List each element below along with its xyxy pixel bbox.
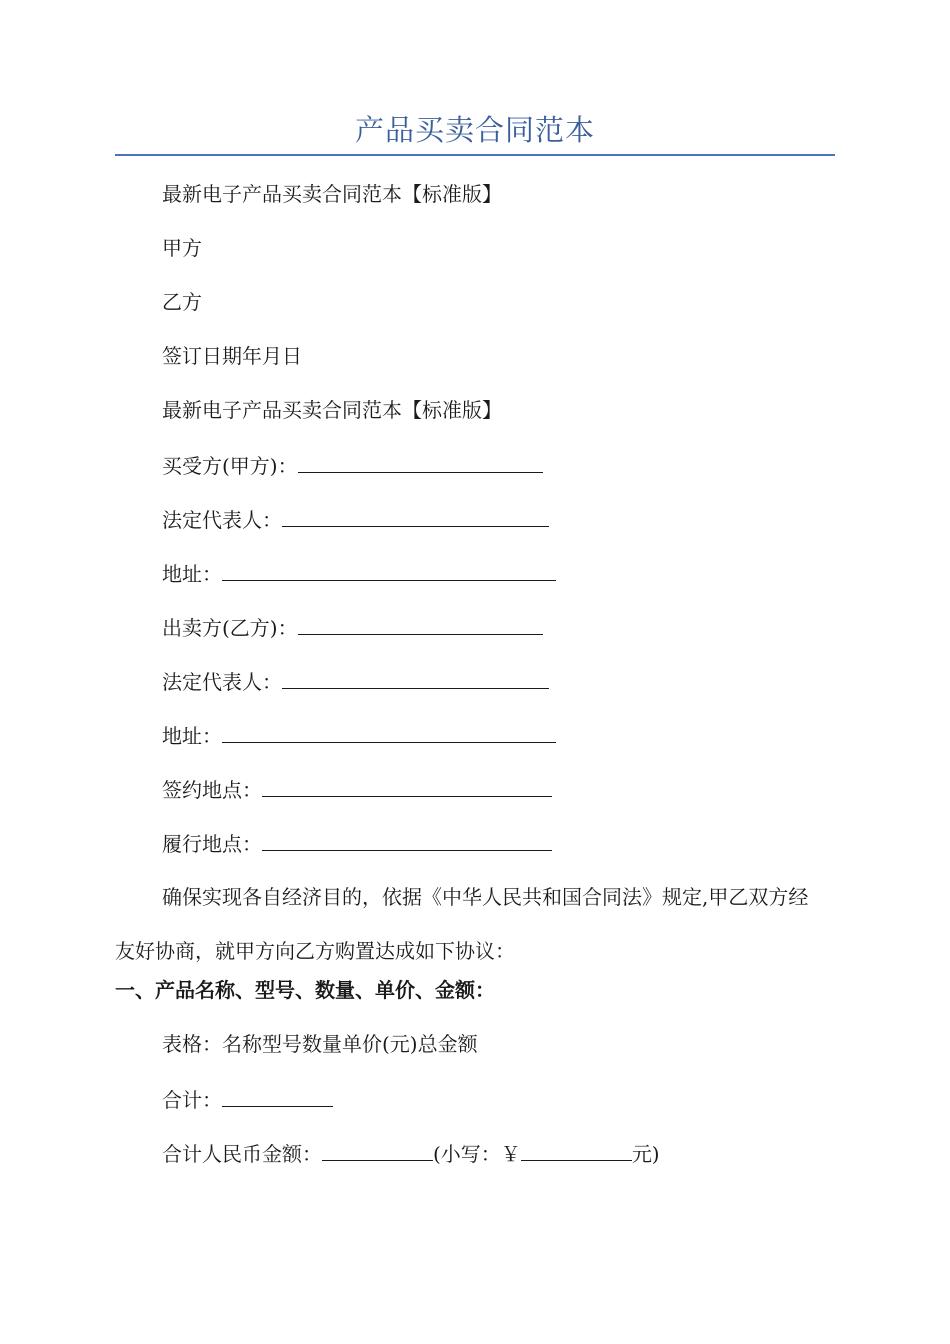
sign-date-line: 签订日期年月日 — [162, 344, 302, 368]
total-rmb-blank[interactable] — [322, 1138, 433, 1161]
buyer-blank[interactable] — [298, 450, 543, 473]
total-rmb-lower-close: 元) — [631, 1142, 660, 1166]
sign-place-blank[interactable] — [262, 774, 552, 797]
buyer-field — [162, 450, 543, 480]
total-rmb-lower-blank[interactable] — [521, 1138, 632, 1161]
document-title: 产品买卖合同范本 — [354, 113, 595, 147]
perform-place-field — [162, 828, 552, 858]
perform-place-blank[interactable] — [262, 828, 552, 851]
seller-rep-field — [162, 666, 549, 696]
table-line: 表格：名称型号数量单价(元)总金额 — [162, 1032, 478, 1056]
perform-place-label: 履行地点： — [162, 832, 262, 856]
buyer-label: 买受方(甲方)： — [162, 454, 298, 478]
seller-blank[interactable] — [298, 612, 543, 635]
total-rmb-field — [162, 1138, 660, 1168]
total-rmb-label: 合计人民币金额： — [162, 1142, 322, 1166]
seller-rep-blank[interactable] — [282, 666, 549, 689]
section-1-heading: 一、产品名称、型号、数量、单价、金额： — [115, 978, 495, 1002]
seller-address-label: 地址： — [162, 724, 222, 748]
buyer-rep-blank[interactable] — [282, 504, 549, 527]
seller-field — [162, 612, 543, 642]
buyer-address-label: 地址： — [162, 562, 222, 586]
intro-paragraph: 确保实现各自经济目的，依据《中华人民共和国合同法》规定,甲乙双方经友好协商，就甲方向乙方购置达成如下协议： — [115, 885, 809, 963]
sign-place-label: 签约地点： — [162, 778, 262, 802]
total-field — [162, 1084, 333, 1114]
buyer-address-blank[interactable] — [222, 558, 556, 581]
party-a-line: 甲方 — [162, 236, 202, 260]
seller-label: 出卖方(乙方)： — [162, 616, 298, 640]
total-rmb-lower-open: (小写：￥ — [433, 1142, 521, 1166]
subtitle-line-repeat: 最新电子产品买卖合同范本【标准版】 — [162, 398, 502, 422]
total-blank[interactable] — [222, 1084, 333, 1107]
buyer-rep-label: 法定代表人： — [162, 508, 282, 532]
buyer-rep-field — [162, 504, 549, 534]
seller-rep-label: 法定代表人： — [162, 670, 282, 694]
seller-address-field — [162, 720, 556, 750]
party-b-line: 乙方 — [162, 290, 202, 314]
title-underline — [115, 154, 835, 156]
seller-address-blank[interactable] — [222, 720, 556, 743]
sign-place-field — [162, 774, 552, 804]
buyer-address-field — [162, 558, 556, 588]
total-label: 合计： — [162, 1088, 222, 1112]
subtitle-line: 最新电子产品买卖合同范本【标准版】 — [162, 182, 502, 206]
